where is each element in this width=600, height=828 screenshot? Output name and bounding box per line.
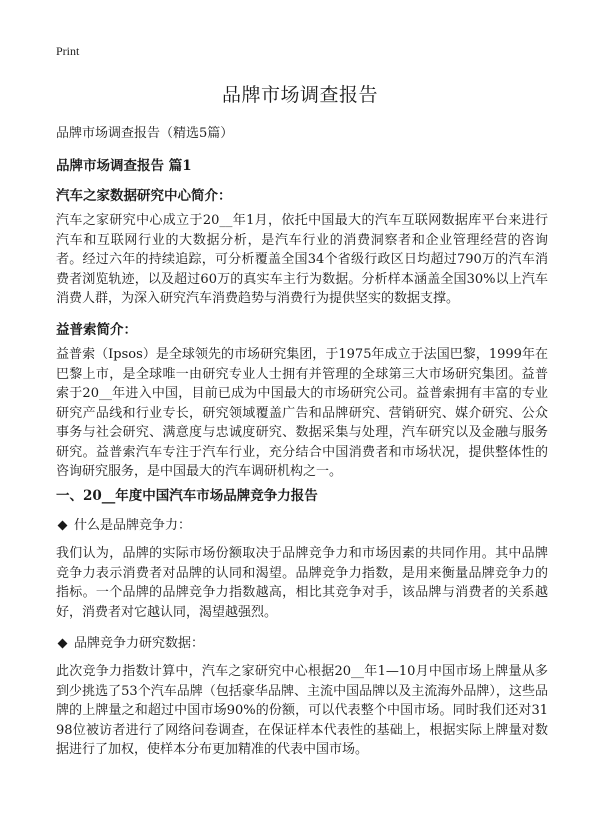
- what-is-heading-label: 什么是品牌竞争力：: [74, 518, 192, 533]
- page-title: 品牌市场调查报告: [221, 84, 378, 106]
- report-heading: 一、20__年度中国汽车市场品牌竞争力报告: [56, 488, 318, 504]
- ipsos-paragraph: 益普索（Ipsos）是全球领先的市场研究集团，于1975年成立于法国巴黎，1999年在巴黎上市，是全球唯一由研究专业人士拥有并管理的全球第三大市场研究集团。益普索于20__年进入中国，目前已成为中国最大的市场研究公司。益普索拥有丰富的专业研究产品线和行业专长，研究领域覆盖广告和品牌研究、营销研究、媒介研究、公众事务与社会研究、满意度与忠诚度研究、数据采集与处理，汽车研究以及金融与服务研究。益普索汽车专注于汽车行业，充分结合中国消费者和市场状况，提供整体性的咨询研究服务，是中国最大的汽车调研机构之一。: [56, 347, 548, 479]
- part-heading: 品牌市场调查报告 篇1: [56, 158, 192, 174]
- ipsos-heading: 益普索简介：: [56, 322, 137, 338]
- data-heading: [56, 632, 204, 651]
- what-is-heading: [56, 514, 191, 533]
- data-paragraph: 此次竞争力指数计算中，汽车之家研究中心根据20__年1—10月中国市场上牌量从多到少挑选了53个汽车品牌（包括豪华品牌、主流中国品牌以及主流海外品牌），这些品牌的上牌量之和超过中国市场90%的份额，可以代表整个中国市场。同时我们还对3198位被访者进行了网络问卷调查，在保证样本代表性的基础上，根据实际上牌量对数据进行了加权，使样本分布更加精准的代表中国市场。: [56, 664, 548, 757]
- print-link[interactable]: Print: [56, 44, 80, 58]
- diamond-bullet-icon: [58, 638, 68, 648]
- diamond-bullet-icon: [58, 520, 68, 530]
- data-heading-label: 品牌竞争力研究数据：: [74, 636, 205, 651]
- autohome-heading: 汽车之家数据研究中心简介：: [56, 188, 232, 204]
- what-is-paragraph: 我们认为，品牌的实际市场份额取决于品牌竞争力和市场因素的共同作用。其中品牌竞争力表示消费者对品牌的认同和渴望。品牌竞争力指数，是用来衡量品牌竞争力的指标。一个品牌的品牌竞争力指数越高，相比其竞争对手，该品牌与消费者的关系越好，消费者对它越认同，渴望越强烈。: [56, 546, 548, 620]
- document-subtitle: 品牌市场调查报告（精选5篇）: [56, 126, 234, 141]
- autohome-paragraph: 汽车之家研究中心成立于20__年1月，依托中国最大的汽车互联网数据库平台来进行汽车和互联网行业的大数据分析，是汽车行业的消费洞察者和企业管理经营的咨询者。经过六年的持续追踪，可分析覆盖全国34个省级行政区日均超过790万的汽车消费者浏览轨迹，以及超过60万的真实车主行为数据。分析样本涵盖全国30%以上汽车消费人群，为深入研究汽车消费趋势与消费行为提供坚实的数据支撑。: [56, 213, 548, 306]
